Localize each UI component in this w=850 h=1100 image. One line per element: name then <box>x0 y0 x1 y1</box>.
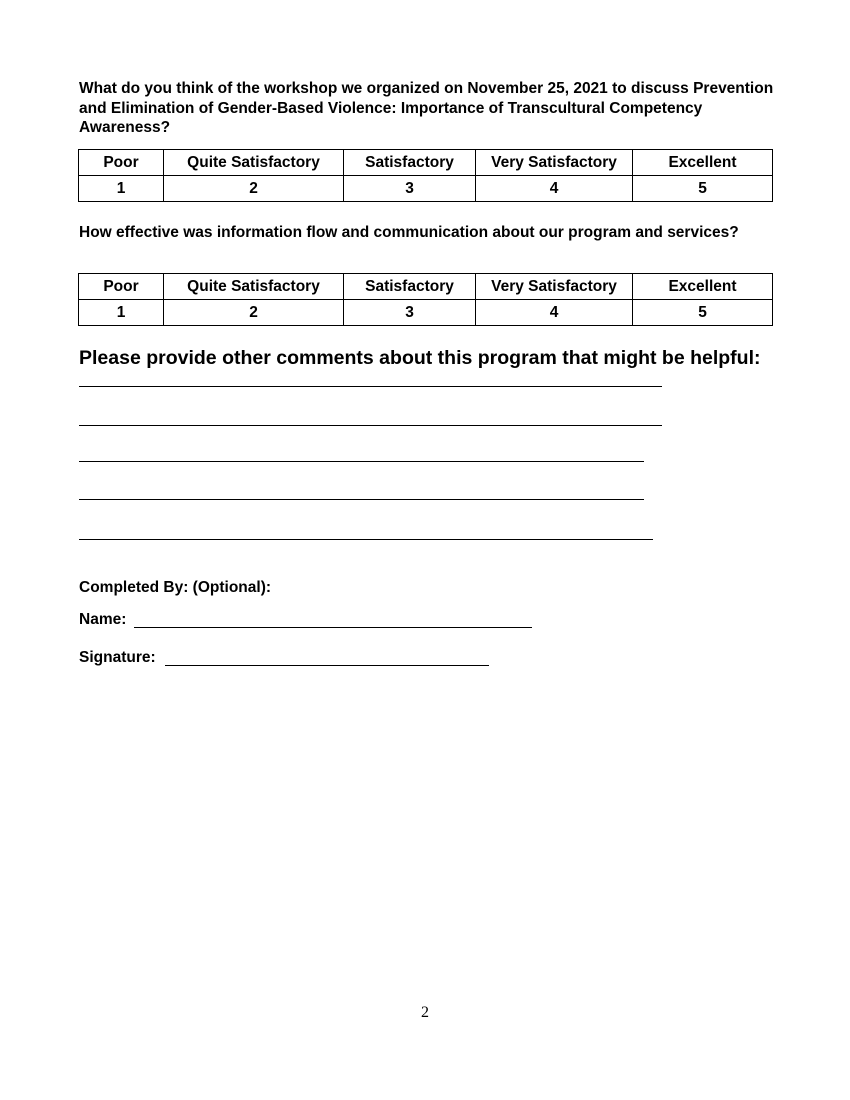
signature-label: Signature: <box>79 649 156 666</box>
rating-table-communication <box>78 273 773 326</box>
rating-header-poor: Poor <box>79 150 164 176</box>
rating-header-quite-satisfactory: Quite Satisfactory <box>164 274 344 300</box>
comment-line-2[interactable] <box>79 425 662 426</box>
rating-score-5[interactable]: 5 <box>633 176 773 202</box>
rating-score-4[interactable]: 4 <box>476 176 633 202</box>
rating-header-very-satisfactory: Very Satisfactory <box>476 274 633 300</box>
rating-header-excellent: Excellent <box>633 150 773 176</box>
rating-score-1[interactable]: 1 <box>79 176 164 202</box>
rating-header-poor: Poor <box>79 274 164 300</box>
rating-table-workshop <box>78 149 773 202</box>
rating-score-3[interactable]: 3 <box>344 300 476 326</box>
rating-score-row <box>79 300 773 326</box>
page-number: 2 <box>421 1004 429 1021</box>
question-communication-rating: How effective was information flow and communication about our program and services? <box>79 224 739 241</box>
rating-header-very-satisfactory: Very Satisfactory <box>476 150 633 176</box>
comment-line-4[interactable] <box>79 499 644 500</box>
rating-header-row <box>79 274 773 300</box>
comment-line-5[interactable] <box>79 539 653 540</box>
rating-score-row <box>79 176 773 202</box>
completed-by-label: Completed By: (Optional): <box>79 579 272 596</box>
question-workshop-rating: What do you think of the workshop we organized on November 25, 2021 to discuss Prevention and Elimination of Gender-Based Violence: Importance of Transcultural Competency Awareness? <box>79 80 774 136</box>
rating-header-quite-satisfactory: Quite Satisfactory <box>164 150 344 176</box>
comment-line-3[interactable] <box>79 461 644 462</box>
signature-field[interactable] <box>165 665 489 666</box>
name-field[interactable] <box>134 627 532 628</box>
rating-score-1[interactable]: 1 <box>79 300 164 326</box>
rating-score-2[interactable]: 2 <box>164 300 344 326</box>
rating-header-satisfactory: Satisfactory <box>344 150 476 176</box>
rating-header-row <box>79 150 773 176</box>
comment-line-1[interactable] <box>79 386 662 387</box>
rating-score-5[interactable]: 5 <box>633 300 773 326</box>
comments-heading: Please provide other comments about this program that might be helpful: <box>79 347 761 369</box>
rating-score-3[interactable]: 3 <box>344 176 476 202</box>
rating-score-4[interactable]: 4 <box>476 300 633 326</box>
name-label: Name: <box>79 611 127 628</box>
rating-score-2[interactable]: 2 <box>164 176 344 202</box>
rating-header-excellent: Excellent <box>633 274 773 300</box>
rating-header-satisfactory: Satisfactory <box>344 274 476 300</box>
